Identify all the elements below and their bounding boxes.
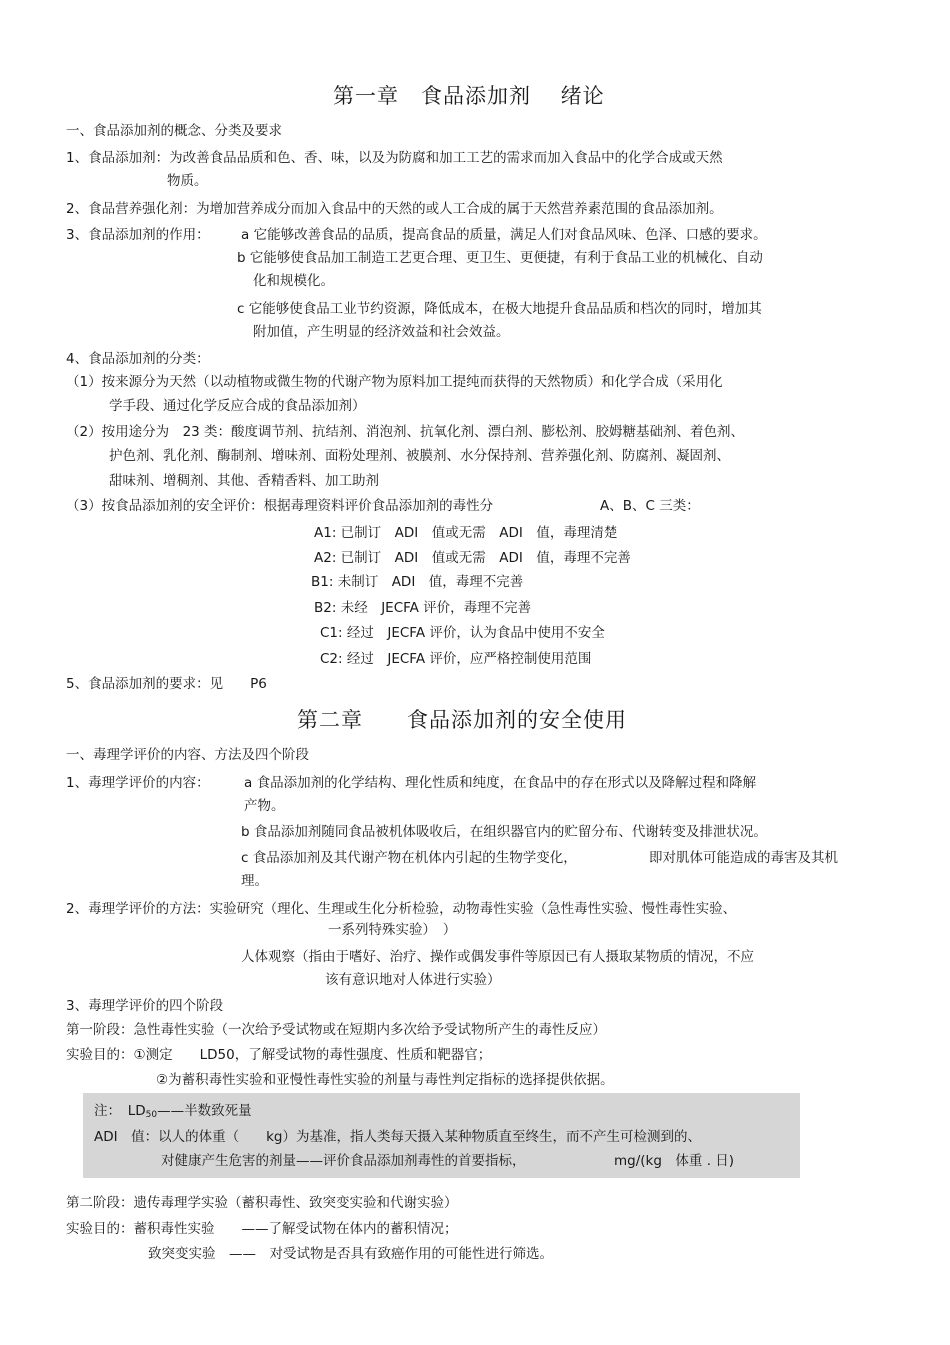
paragraph-line: 物质。 [167, 173, 208, 189]
paragraph-line: a 食品添加剂的化学结构、理化性质和纯度，在食品中的存在形式以及降解过程和降解 [244, 775, 757, 791]
class-entry-c1: C1: 经过 JECFA 评价，认为食品中使用不安全 [320, 625, 605, 641]
class-entry-a1: A1: 已制订 ADI 值或无需 ADI 值，毒理清楚 [314, 525, 618, 541]
paragraph-line: 3、毒理学评价的四个阶段 [66, 998, 224, 1014]
paragraph-line: 4、食品添加剂的分类： [66, 351, 210, 367]
paragraph-line: 即对肌体可能造成的毒害及其机 [649, 850, 838, 866]
paragraph-line: 该有意识地对人体进行实验） [325, 972, 501, 988]
paragraph-line: 甜味剂、增稠剂、其他、香精香料、加工助剂 [109, 473, 379, 489]
paragraph-line: 理。 [241, 873, 268, 889]
paragraph-line: 致突变实验 —— 对受试物是否具有致癌作用的可能性进行筛选。 [148, 1246, 553, 1262]
paragraph-line: 实验目的：①测定 LD50，了解受试物的毒性强度、性质和靶器官； [66, 1047, 492, 1063]
paragraph-label: 1、毒理学评价的内容： [66, 775, 210, 791]
note-line: 注： LD50——半数致死量 [94, 1103, 252, 1120]
paragraph-line: 产物。 [244, 798, 285, 814]
note-line: mg/(kg 体重 . 日) [614, 1153, 735, 1169]
paragraph-line: A、B、C 三类： [600, 498, 700, 514]
chapter2-title: 第二章 食品添加剂的安全使用 [297, 708, 627, 732]
paragraph-line: a 它能够改善食品的品质，提高食品的质量，满足人们对食品风味、色泽、口感的要求。 [241, 227, 767, 243]
paragraph-line: 1、食品添加剂：为改善食品品质和色、香、味，以及为防腐和加工工艺的需求而加入食品中的化学合成或天然 [66, 150, 723, 166]
section-heading: 一、毒理学评价的内容、方法及四个阶段 [66, 747, 309, 763]
note-line: ADI 值：以人的体重（ kg）为基准，指人类每天摄入某种物质直至终生，而不产生可检测到的、 [94, 1129, 701, 1145]
paragraph-line: c 食品添加剂及其代谢产物在机体内引起的生物学变化， [241, 850, 577, 866]
paragraph-line: b 它能够使食品加工制造工艺更合理、更卫生、更便捷，有利于食品工业的机械化、自动 [237, 250, 763, 266]
paragraph-line: 第二阶段：遗传毒理学实验（蓄积毒性、致突变实验和代谢实验） [66, 1195, 458, 1211]
class-entry-b1: B1: 未制订 ADI 值，毒理不完善 [311, 574, 524, 590]
class-entry-b2: B2: 未经 JECFA 评价，毒理不完善 [314, 600, 532, 616]
paragraph-line: 5、食品添加剂的要求：见 P6 [66, 676, 267, 692]
paragraph-line: 护色剂、乳化剂、酶制剂、增味剂、面粉处理剂、被膜剂、水分保持剂、营养强化剂、防腐剂、凝固剂、 [109, 448, 730, 464]
paragraph-line: ②为蓄积毒性实验和亚慢性毒性实验的剂量与毒性判定指标的选择提供依据。 [156, 1072, 614, 1088]
class-entry-c2: C2: 经过 JECFA 评价，应严格控制使用范围 [320, 651, 592, 667]
paragraph-line: 人体观察（指由于嗜好、治疗、操作或偶发事件等原因已有人摄取某物质的情况，不应 [241, 949, 754, 965]
paragraph-line: b 食品添加剂随同食品被机体吸收后，在组织器官内的贮留分布、代谢转变及排泄状况。 [241, 824, 767, 840]
paragraph-line: c 它能够使食品工业节约资源，降低成本，在极大地提升食品品质和档次的同时，增加其 [237, 301, 762, 317]
note-line: 对健康产生危害的剂量——评价食品添加剂毒性的首要指标， [161, 1153, 526, 1169]
paragraph-line: 2、食品营养强化剂：为增加营养成分而加入食品中的天然的或人工合成的属于天然营养素范围的食品添加剂。 [66, 201, 723, 217]
chapter1-title: 第一章 食品添加剂 绪论 [333, 84, 605, 108]
paragraph-label: 3、食品添加剂的作用： [66, 227, 210, 243]
paragraph-line: 2、毒理学评价的方法：实验研究（理化、生理或生化分析检验，动物毒性实验（急性毒性实验、慢性毒性实验、 [66, 901, 737, 917]
paragraph-line: 附加值，产生明显的经济效益和社会效益。 [253, 324, 510, 340]
section-heading: 一、食品添加剂的概念、分类及要求 [66, 123, 282, 139]
paragraph-line: 一系列特殊实验） ） [328, 922, 457, 938]
paragraph-line: 学手段、通过化学反应合成的食品添加剂） [109, 398, 366, 414]
paragraph-line: （2）按用途分为 23 类：酸度调节剂、抗结剂、消泡剂、抗氧化剂、漂白剂、膨松剂、胶姆糖基础剂、着色剂、 [66, 424, 745, 440]
paragraph-line: 实验目的：蓄积毒性实验 ——了解受试物在体内的蓄积情况； [66, 1221, 458, 1237]
paragraph-line: 第一阶段：急性毒性实验（一次给予受试物或在短期内多次给予受试物所产生的毒性反应） [66, 1022, 606, 1038]
paragraph-line: （1）按来源分为天然（以动植物或微生物的代谢产物为原料加工提纯而获得的天然物质）和化学合成（采用化 [66, 374, 723, 390]
class-entry-a2: A2: 已制订 ADI 值或无需 ADI 值，毒理不完善 [314, 550, 631, 566]
paragraph-line: 化和规模化。 [253, 273, 334, 289]
paragraph-line: （3）按食品添加剂的安全评价：根据毒理资料评价食品添加剂的毒性分 [66, 498, 494, 514]
